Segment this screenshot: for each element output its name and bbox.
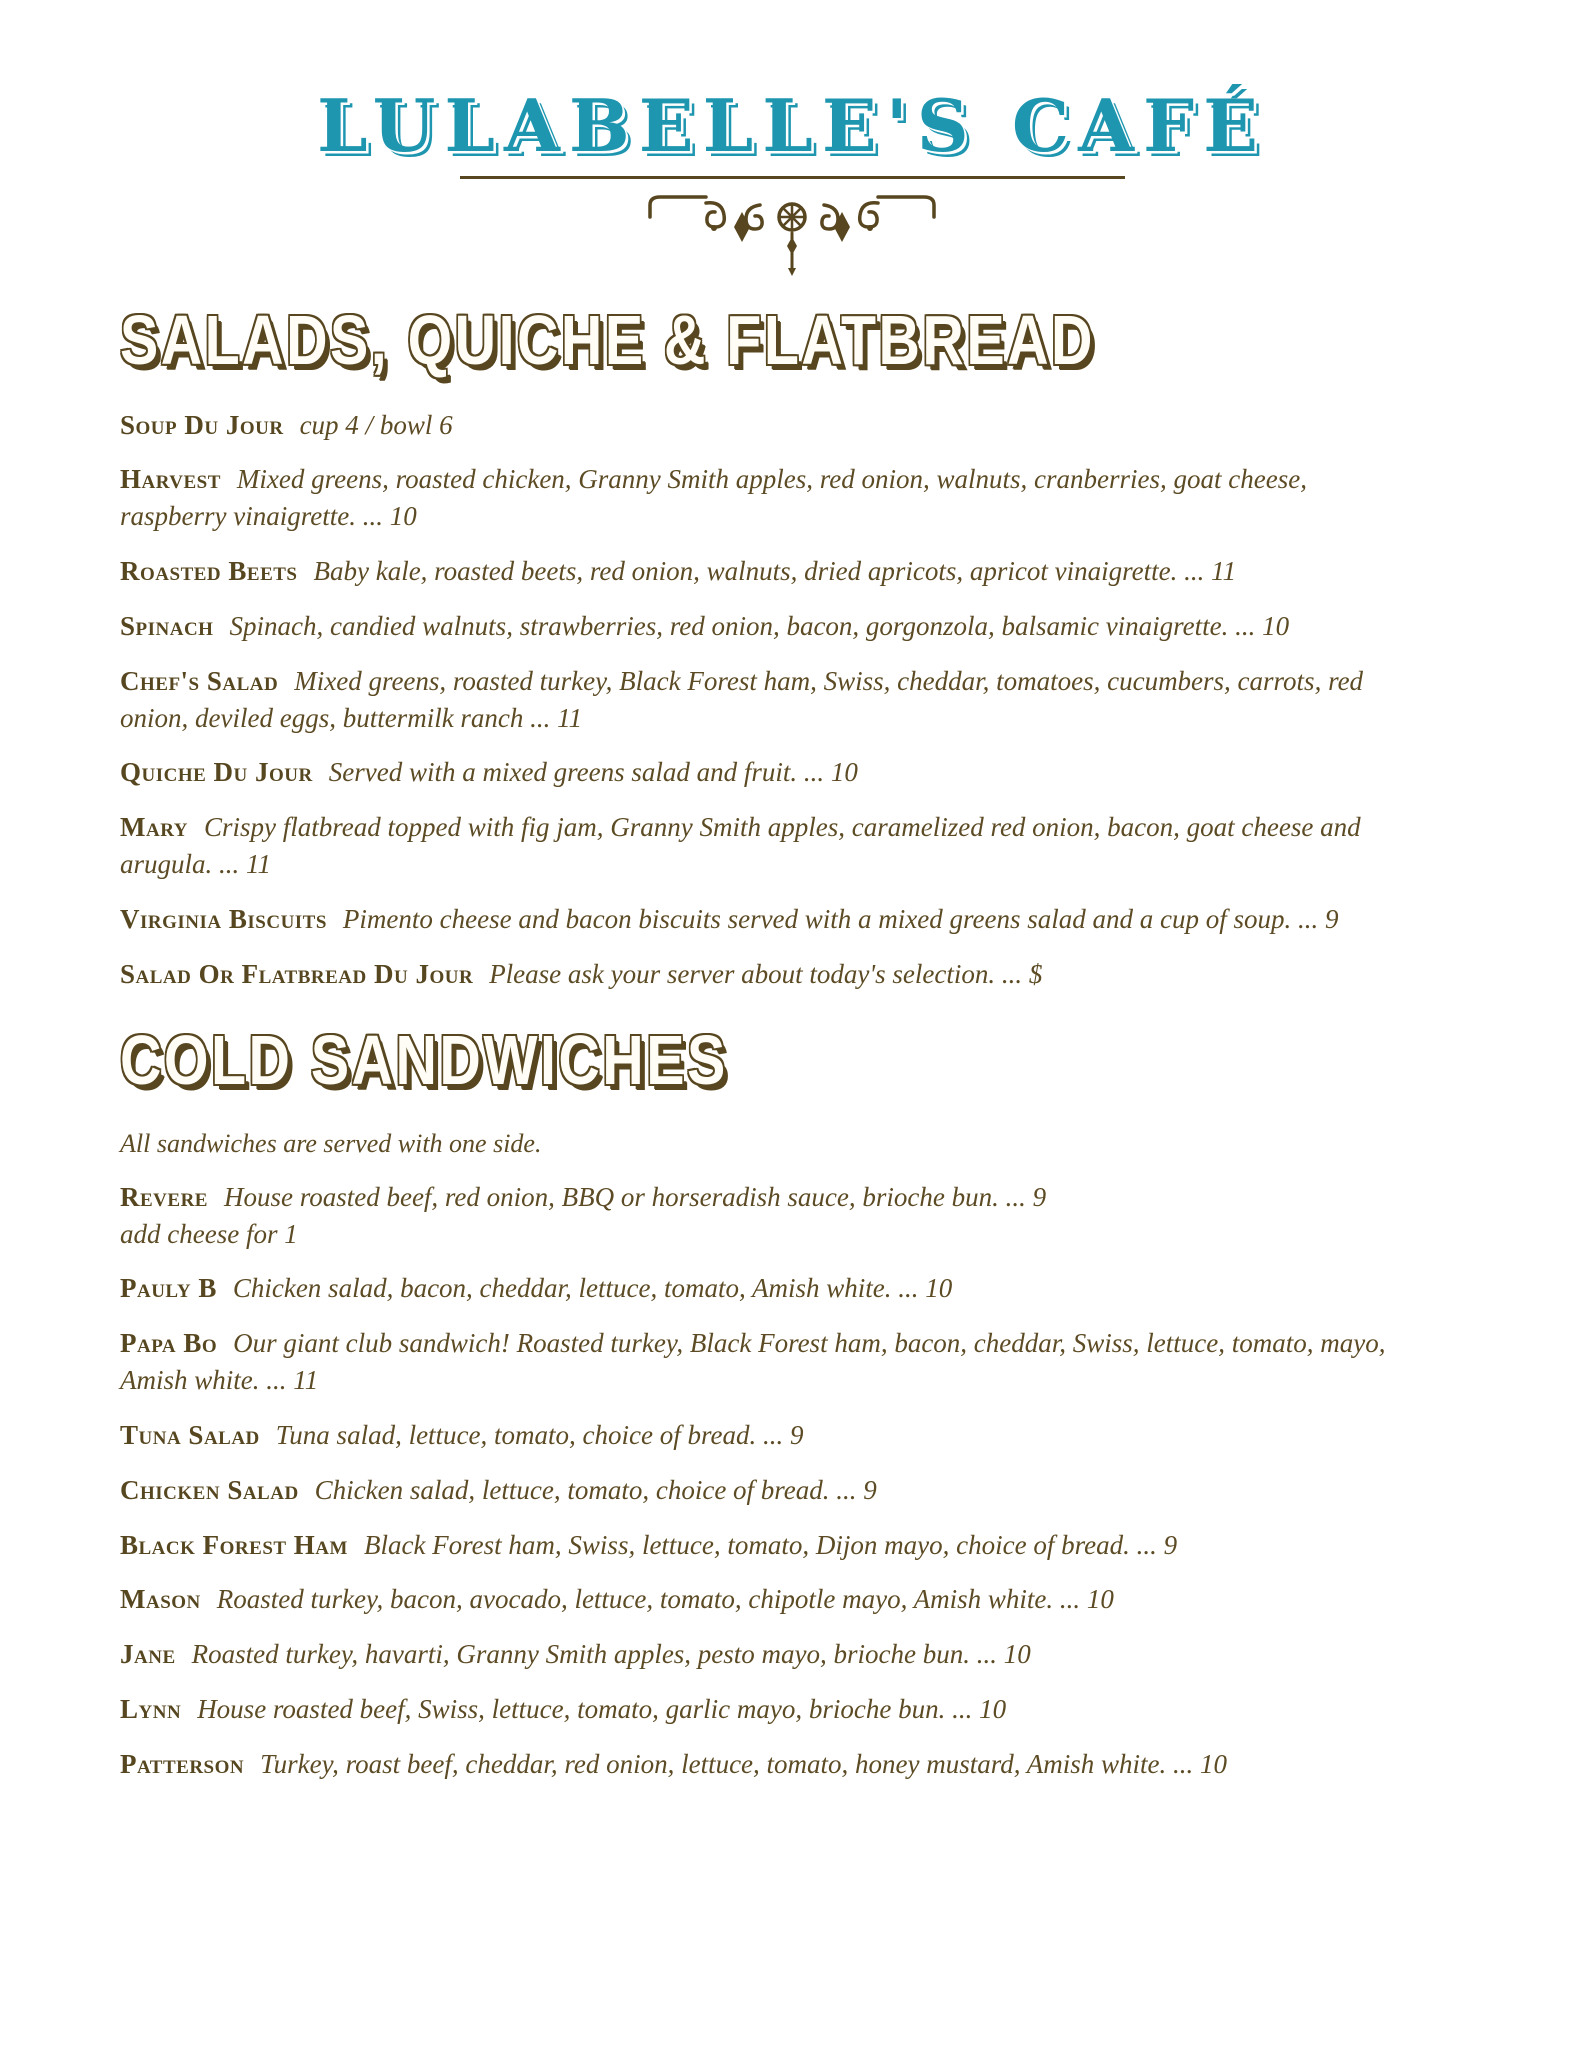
item-name: Roasted Beets bbox=[120, 556, 298, 587]
menu-item-patterson bbox=[120, 1746, 1420, 1783]
item-name: Mason bbox=[120, 1584, 201, 1615]
item-desc: Mixed greens, roasted turkey, Black Forest ham, Swiss, cheddar, tomatoes, cucumbers, carrots, red onion, deviled eggs, buttermilk ranch ... 11 bbox=[120, 665, 1364, 733]
menu-section-salads-quiche-flatbread bbox=[120, 300, 1464, 993]
menu-item-pauly-b bbox=[120, 1270, 1420, 1307]
item-name: Soup Du Jour bbox=[120, 409, 284, 440]
menu-item-quiche-du-jour bbox=[120, 754, 1420, 791]
item-desc: Pimento cheese and bacon biscuits served with a mixed greens salad and a cup of soup. ... 9 bbox=[342, 903, 1339, 934]
menu-item-harvest bbox=[120, 461, 1420, 535]
menu-item-salad-or-flatbread-du-jour bbox=[120, 956, 1420, 993]
item-name: Mary bbox=[120, 812, 188, 843]
item-name: Chicken Salad bbox=[120, 1474, 299, 1505]
item-name: Virginia Biscuits bbox=[120, 903, 327, 934]
section-title: COLD SANDWICHES bbox=[120, 1020, 728, 1099]
menu-item-papa-bo bbox=[120, 1325, 1420, 1399]
item-name: Quiche Du Jour bbox=[120, 757, 313, 788]
section-title: SALADS, QUICHE & FLATBREAD bbox=[120, 300, 1095, 379]
menu-item-roasted-beets bbox=[120, 553, 1420, 590]
item-desc: Roasted turkey, bacon, avocado, lettuce, tomato, chipotle mayo, Amish white. ... 10 bbox=[216, 1584, 1114, 1615]
menu-item-tuna-salad bbox=[120, 1417, 1420, 1454]
item-desc: Mixed greens, roasted chicken, Granny Smith apples, red onion, walnuts, cranberries, goat cheese, raspberry vinaigrette. ... 10 bbox=[120, 464, 1307, 532]
item-name: Chef's Salad bbox=[120, 665, 279, 696]
item-name: Salad Or Flatbread Du Jour bbox=[120, 958, 474, 989]
menu-item-revere bbox=[120, 1179, 1420, 1252]
menu-item-mary bbox=[120, 809, 1420, 883]
item-desc: Chicken salad, lettuce, tomato, choice of bread. ... 9 bbox=[314, 1474, 877, 1505]
item-desc: Black Forest ham, Swiss, lettuce, tomato, Dijon mayo, choice of bread. ... 9 bbox=[363, 1529, 1178, 1560]
item-desc: Roasted turkey, havarti, Granny Smith apples, pesto mayo, brioche bun. ... 10 bbox=[191, 1639, 1031, 1670]
section-intro: All sandwiches are served with one side. bbox=[120, 1128, 542, 1158]
item-name: Patterson bbox=[120, 1748, 245, 1779]
item-desc: House roasted beef, red onion, BBQ or horseradish sauce, brioche bun. ... 9 bbox=[223, 1182, 1047, 1213]
menu-item-virginia-biscuits bbox=[120, 901, 1420, 938]
menu-item-soup-du-jour bbox=[120, 407, 1420, 444]
menu-item-lynn bbox=[120, 1691, 1420, 1728]
section-body bbox=[120, 407, 1464, 993]
item-note: add cheese for 1 bbox=[120, 1219, 298, 1250]
menu-item-spinach bbox=[120, 608, 1420, 645]
masthead bbox=[120, 83, 1464, 281]
section-header bbox=[120, 1020, 1464, 1103]
item-desc: Crispy flatbread topped with fig jam, Granny Smith apples, caramelized red onion, bacon, goat cheese and arugula. ... 11 bbox=[120, 812, 1361, 880]
item-name: Revere bbox=[120, 1182, 208, 1213]
item-desc: House roasted beef, Swiss, lettuce, tomato, garlic mayo, brioche bun. ... 10 bbox=[197, 1693, 1007, 1724]
item-desc: Our giant club sandwich! Roasted turkey, Black Forest ham, bacon, cheddar, Swiss, lettuce, tomato, mayo, Amish white. ... 11 bbox=[120, 1328, 1386, 1396]
item-name: Jane bbox=[120, 1639, 176, 1670]
menu-item-black-forest-ham bbox=[120, 1527, 1420, 1564]
ornament-flourish-icon bbox=[642, 181, 942, 277]
item-desc: Baby kale, roasted beets, red onion, walnuts, dried apricots, apricot vinaigrette. ... 11 bbox=[313, 556, 1237, 587]
title-divider bbox=[460, 176, 1125, 179]
menu-section-cold-sandwiches bbox=[120, 1020, 1464, 1783]
menu-item-jane bbox=[120, 1636, 1420, 1673]
menu-item-chefs-salad bbox=[120, 663, 1420, 737]
item-name: Harvest bbox=[120, 464, 221, 495]
item-name: Black Forest Ham bbox=[120, 1529, 348, 1560]
page-title: LULABELLE'S CAFÉ bbox=[316, 83, 1268, 168]
section-header bbox=[120, 300, 1464, 383]
item-name: Papa Bo bbox=[120, 1328, 218, 1359]
item-desc: Spinach, candied walnuts, strawberries, red onion, bacon, gorgonzola, balsamic vinaigrette. ... 10 bbox=[229, 610, 1290, 641]
section-body bbox=[120, 1127, 1464, 1783]
item-desc: Served with a mixed greens salad and fruit. ... 10 bbox=[328, 757, 858, 788]
menu-item-chicken-salad bbox=[120, 1472, 1420, 1509]
item-name: Pauly B bbox=[120, 1273, 217, 1304]
menu-item-mason bbox=[120, 1581, 1420, 1618]
item-name: Tuna Salad bbox=[120, 1419, 260, 1450]
item-desc: Turkey, roast beef, cheddar, red onion, lettuce, tomato, honey mustard, Amish white. ... 10 bbox=[260, 1748, 1228, 1779]
item-desc: Tuna salad, lettuce, tomato, choice of bread. ... 9 bbox=[275, 1419, 804, 1450]
item-desc: cup 4 / bowl 6 bbox=[299, 409, 453, 440]
item-desc: Chicken salad, bacon, cheddar, lettuce, tomato, Amish white. ... 10 bbox=[232, 1273, 953, 1304]
item-name: Lynn bbox=[120, 1693, 182, 1724]
ornament bbox=[120, 181, 1464, 281]
item-desc: Please ask your server about today's selection. ... $ bbox=[489, 958, 1043, 989]
item-name: Spinach bbox=[120, 610, 214, 641]
